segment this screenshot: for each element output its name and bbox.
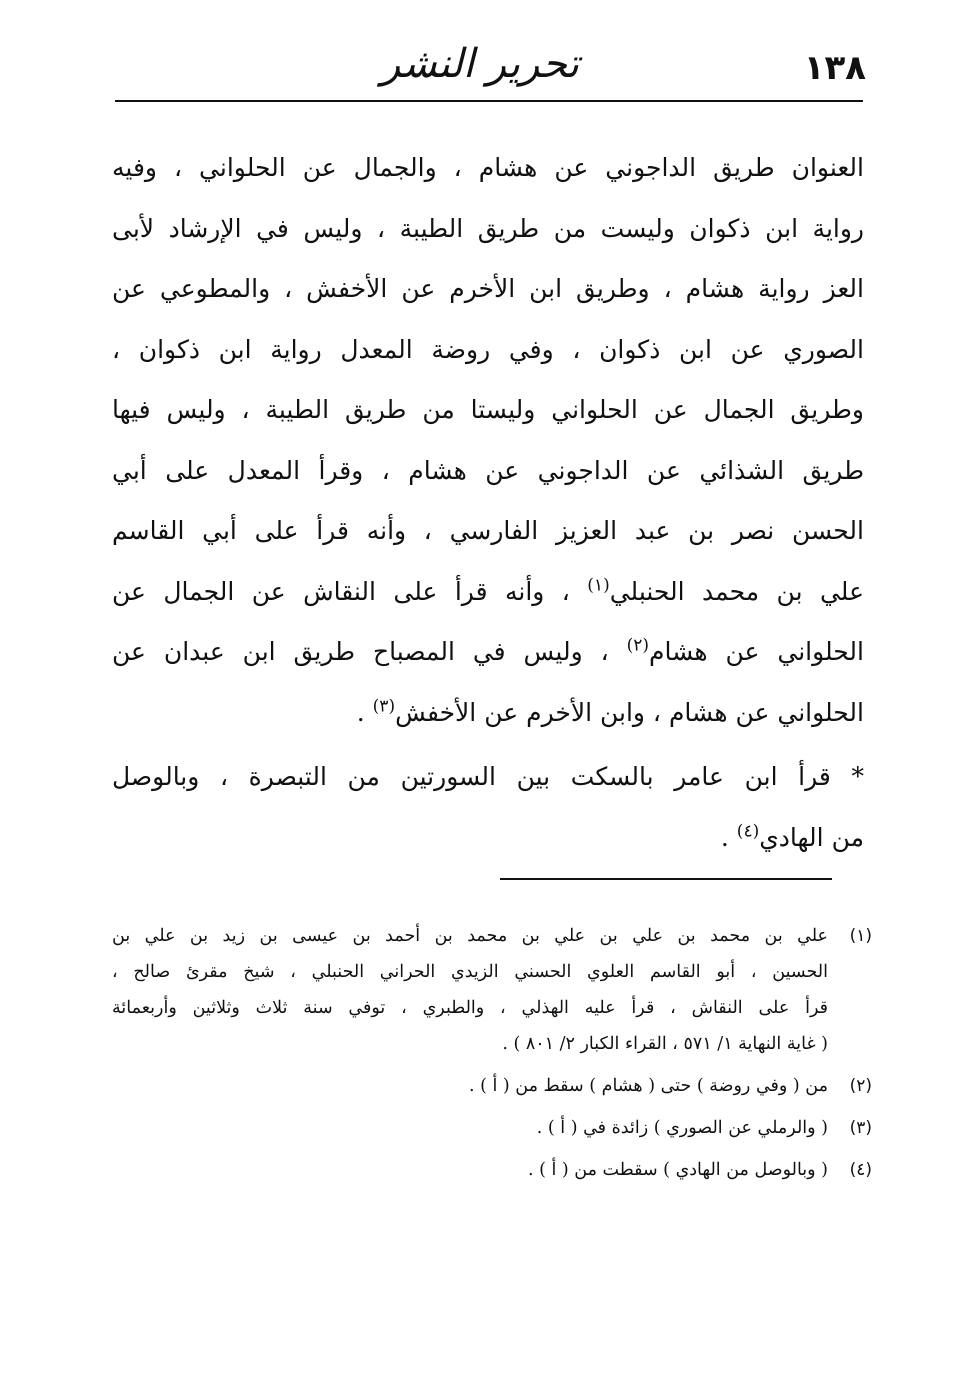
footnote-4 xyxy=(112,1152,872,1188)
text-run: الحلواني عن هشام ، وابن الأخرم عن الأخفش xyxy=(395,697,864,727)
text-line xyxy=(112,562,864,623)
text-line: الصوري عن ابن ذكوان ، وفي روضة المعدل رواية ابن ذكوان ، xyxy=(112,334,864,364)
text-line: طريق الشذائي عن الداجوني عن هشام ، وقرأ المعدل على أبي xyxy=(112,455,864,485)
footnote-ref-4: (٤) xyxy=(736,821,760,842)
footnote-number: (٤) xyxy=(849,1160,872,1180)
text-line xyxy=(112,683,864,744)
footnote-ref-3: (٣) xyxy=(372,696,396,717)
text-line xyxy=(112,622,864,683)
running-title: تحرير النشر xyxy=(380,41,580,87)
text-run: . xyxy=(720,822,737,852)
text-run: من الهادي xyxy=(759,822,864,852)
footnote-number: (٢) xyxy=(849,1076,872,1096)
footnote-line: الحسين ، أبو القاسم العلوي الحسني الزيدي الحراني الحنبلي ، شيخ مقرئ صالح ، xyxy=(112,962,828,982)
text-line: وطريق الجمال عن الحلواني وليستا من طريق الطيبة ، وليس فيها xyxy=(112,395,864,424)
footnote-line: ( والرملي عن الصوري ) زائدة في ( أ ) . xyxy=(536,1118,828,1138)
footnote-separator xyxy=(500,878,832,880)
footnote-number: (٣) xyxy=(849,1118,872,1138)
text-line: العز رواية هشام ، وطريق ابن الأخرم عن الأخفش ، والمطوعي عن xyxy=(112,274,864,303)
text-line: الحسن نصر بن عبد العزيز الفارسي ، وأنه قرأ على أبي القاسم xyxy=(112,516,864,545)
main-text xyxy=(112,138,864,868)
header-rule xyxy=(115,100,863,102)
footnote-1 xyxy=(112,918,872,1062)
footnote-text xyxy=(112,1068,828,1104)
text-line: * قرأ ابن عامر بالسكت بين السورتين من التبصرة ، وبالوصل xyxy=(112,762,864,791)
text-line: العنوان طريق الداجوني عن هشام ، والجمال عن الحلواني ، وفيه xyxy=(112,153,864,182)
footnotes xyxy=(112,918,872,1194)
footnote-text xyxy=(112,1110,828,1146)
footnote-number: (١) xyxy=(849,926,872,946)
page-number: ١٣٨ xyxy=(803,48,866,88)
text-line xyxy=(112,808,864,869)
text-run: . xyxy=(356,697,373,727)
paragraph-2 xyxy=(112,747,864,868)
text-line: رواية ابن ذكوان وليست من طريق الطيبة ، وليس في الإرشاد لأبى xyxy=(112,213,864,243)
footnote-line: من ( وفي روضة ) حتى ( هشام ) سقط من ( أ ) . xyxy=(468,1076,828,1096)
footnote-line: علي بن محمد بن علي بن علي بن محمد بن أحمد بن عيسى بن زيد بن علي بن xyxy=(112,926,828,946)
footnote-ref-2: (٢) xyxy=(626,635,649,656)
footnote-3 xyxy=(112,1110,872,1146)
paragraph-1 xyxy=(112,138,864,743)
footnote-2 xyxy=(112,1068,872,1104)
text-run: الحلواني عن هشام xyxy=(649,637,864,666)
text-run: ، وليس في المصباح طريق ابن عبدان عن xyxy=(112,637,627,666)
text-run: ، وأنه قرأ على النقاش عن الجمال عن xyxy=(112,576,588,606)
text-run: علي بن محمد الحنبلي xyxy=(609,576,864,606)
footnote-line: ( غاية النهاية ١/ ٥٧١ ، القراء الكبار ٢/ ٨٠١ ) . xyxy=(502,1034,828,1054)
footnote-ref-1: (١) xyxy=(587,575,610,596)
footnote-text xyxy=(112,1152,828,1188)
footnote-line: قرأ على النقاش ، قرأ عليه الهذلي ، والطبري ، توفي سنة ثلاث وثلاثين وأربعمائة xyxy=(112,998,828,1018)
footnote-text xyxy=(112,918,828,1062)
footnote-line: ( وبالوصل من الهادي ) سقطت من ( أ ) . xyxy=(527,1160,828,1180)
